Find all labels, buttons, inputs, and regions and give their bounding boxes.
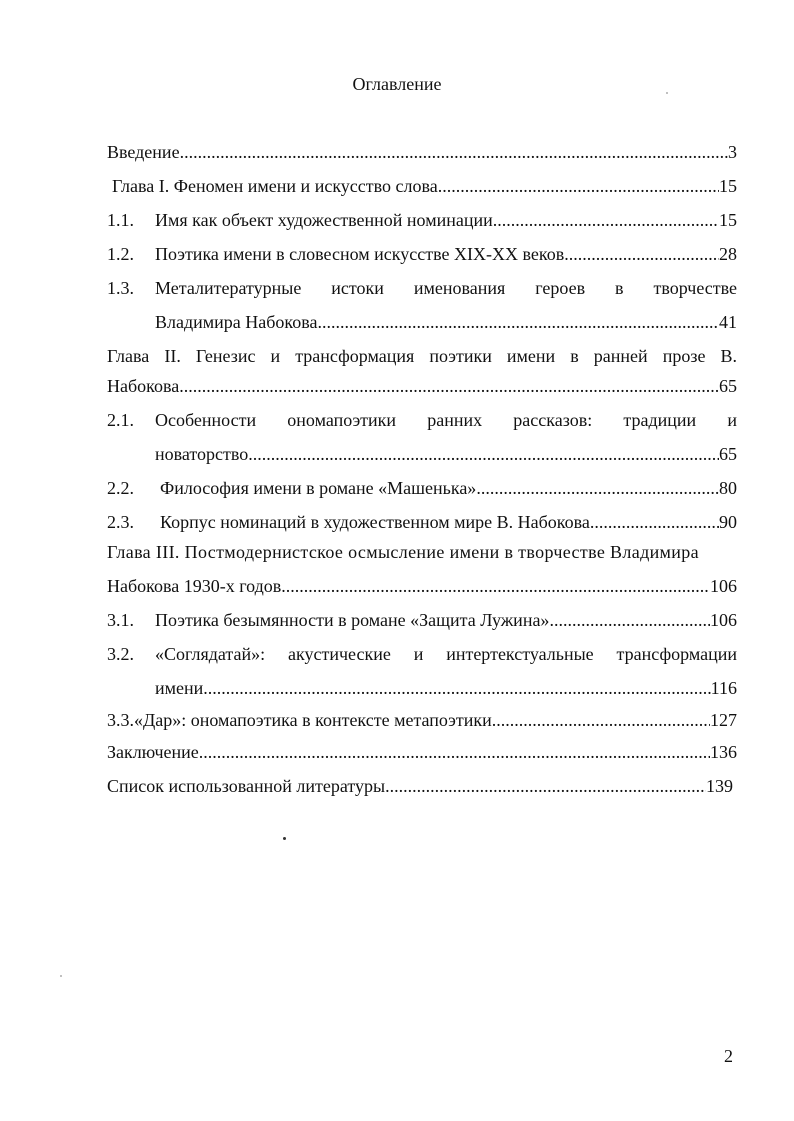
toc-word: и	[270, 346, 281, 366]
toc-word: и	[727, 410, 737, 430]
toc-entry-label: Владимира Набокова	[155, 312, 318, 332]
scan-speck	[60, 975, 62, 977]
leader-dots	[493, 210, 719, 231]
toc-section-number: 2.1.	[107, 410, 134, 430]
leader-dots	[590, 512, 719, 533]
toc-entry-label: Поэтика имени в словесном искусстве XIX-XX веков	[155, 244, 565, 264]
toc-entry-section-3-1[interactable]	[155, 610, 737, 636]
toc-entry-section-3-3[interactable]	[107, 710, 737, 736]
toc-entry-label: Корпус номинаций в художественном мире В. Набокова	[160, 512, 590, 532]
toc-entry-label: Набокова	[107, 376, 180, 396]
leader-dots	[476, 478, 719, 499]
toc-page-number: 3	[728, 142, 737, 162]
toc-entry-section-2-3[interactable]	[160, 512, 737, 538]
toc-entry-label: Введение	[107, 142, 180, 162]
toc-entry-intro[interactable]	[107, 142, 737, 168]
page-title: Оглавление	[352, 74, 442, 94]
toc-entry-section-1-1[interactable]	[155, 210, 737, 236]
toc-word: трансформация	[295, 346, 415, 366]
toc-word: «Соглядатай»:	[155, 644, 266, 664]
toc-section-number: 1.2.	[107, 244, 134, 264]
toc-entry-label: имени	[155, 678, 204, 698]
toc-word: имени	[506, 346, 556, 366]
toc-entry-section-3-2-line1[interactable]	[155, 644, 737, 670]
toc-word: Глава	[107, 346, 150, 366]
toc-section-number: 3.1.	[107, 610, 134, 630]
toc-entry-section-3-2-line2[interactable]	[155, 678, 737, 704]
toc-word: в	[570, 346, 579, 366]
toc-entry-section-1-2[interactable]	[155, 244, 737, 270]
toc-page-number: 80	[719, 478, 737, 498]
toc-word: интертекстуальные	[446, 644, 594, 664]
leader-dots	[385, 776, 706, 797]
leader-dots	[318, 312, 719, 333]
toc-page-number: 127	[710, 710, 737, 730]
leader-dots	[248, 444, 719, 465]
toc-entry-chapter-3-line1[interactable]	[107, 542, 737, 568]
toc-entry-label: Имя как объект художественной номинации	[155, 210, 493, 230]
toc-entry-conclusion[interactable]	[107, 742, 737, 768]
toc-entry-chapter-2-line2[interactable]	[107, 376, 737, 402]
toc-page-number: 106	[710, 576, 737, 596]
leader-dots	[180, 142, 728, 163]
toc-section-number: 1.1.	[107, 210, 134, 230]
toc-page-number: 116	[710, 678, 737, 698]
toc-word: именования	[413, 278, 506, 298]
toc-entry-chapter-2-line1[interactable]	[107, 346, 737, 372]
toc-word: рассказов:	[513, 410, 593, 430]
toc-entry-chapter-3-line2[interactable]	[107, 576, 737, 602]
toc-section-number: 3.2.	[107, 644, 134, 664]
toc-entry-label: Набокова 1930-х годов	[107, 576, 282, 596]
toc-word: В.	[720, 346, 737, 366]
toc-section-number: 2.3.	[107, 512, 134, 532]
toc-entry-label: Глава III. Постмодернистское осмысление имени в творчестве Владимира	[107, 542, 699, 562]
toc-page-number: 65	[719, 376, 737, 396]
toc-page-number: 15	[719, 176, 737, 196]
toc-entry-section-1-3-line2[interactable]	[155, 312, 737, 338]
toc-word: в	[615, 278, 624, 298]
toc-word: Особенности	[155, 410, 257, 430]
leader-dots	[549, 610, 710, 631]
leader-dots	[492, 710, 710, 731]
toc-page-number: 90	[719, 512, 737, 532]
toc-word: ранних	[427, 410, 483, 430]
toc-page-number: 65	[719, 444, 737, 464]
toc-page-number: 106	[710, 610, 737, 630]
toc-word: прозе	[662, 346, 706, 366]
leader-dots	[564, 244, 719, 265]
toc-page-number: 136	[710, 742, 737, 762]
leader-dots	[203, 678, 710, 699]
toc-entry-section-1-3-line1[interactable]	[155, 278, 737, 304]
toc-entry-label: 3.3.«Дар»: ономапоэтика в контексте метапоэтики	[107, 710, 492, 730]
toc-word: ранней	[593, 346, 648, 366]
toc-page-number: 139	[706, 776, 733, 796]
toc-entry-section-2-1-line2[interactable]	[155, 444, 737, 470]
toc-section-number: 2.2.	[107, 478, 134, 498]
toc-entry-section-2-1-line1[interactable]	[155, 410, 737, 436]
toc-word: Генезис	[195, 346, 256, 366]
toc-entry-chapter-1[interactable]	[112, 176, 737, 202]
toc-page-number: 28	[719, 244, 737, 264]
toc-word: истоки	[331, 278, 384, 298]
toc-entry-section-2-2[interactable]	[160, 478, 737, 504]
scan-speck	[666, 92, 668, 94]
toc-entry-label: Список использованной литературы	[107, 776, 386, 796]
toc-word: акустические	[288, 644, 391, 664]
toc-entry-label: Глава I. Феномен имени и искусство слова	[112, 176, 438, 196]
toc-word: творчестве	[653, 278, 737, 298]
toc-entry-label: новаторство	[155, 444, 249, 464]
leader-dots	[179, 376, 719, 397]
toc-entry-bibliography[interactable]	[107, 776, 733, 802]
toc-section-number: 1.3.	[107, 278, 134, 298]
scan-speck	[283, 837, 286, 840]
leader-dots	[438, 176, 719, 197]
toc-word: Металитературные	[155, 278, 302, 298]
leader-dots	[199, 742, 710, 763]
toc-word: ономапоэтики	[287, 410, 397, 430]
toc-word: и	[413, 644, 424, 664]
leader-dots	[281, 576, 710, 597]
toc-word: трансформации	[616, 644, 737, 664]
toc-entry-label: Заключение	[107, 742, 199, 762]
toc-word: традиции	[623, 410, 697, 430]
toc-page-number: 41	[719, 312, 737, 332]
page-number: 2	[724, 1046, 733, 1066]
toc-word: II.	[164, 346, 181, 366]
toc-word: поэтики	[429, 346, 492, 366]
toc-page-number: 15	[719, 210, 737, 230]
toc-word: героев	[535, 278, 586, 298]
toc-entry-label: Поэтика безымянности в романе «Защита Лужина»	[155, 610, 550, 630]
toc-entry-label: Философия имени в романе «Машенька»	[160, 478, 477, 498]
